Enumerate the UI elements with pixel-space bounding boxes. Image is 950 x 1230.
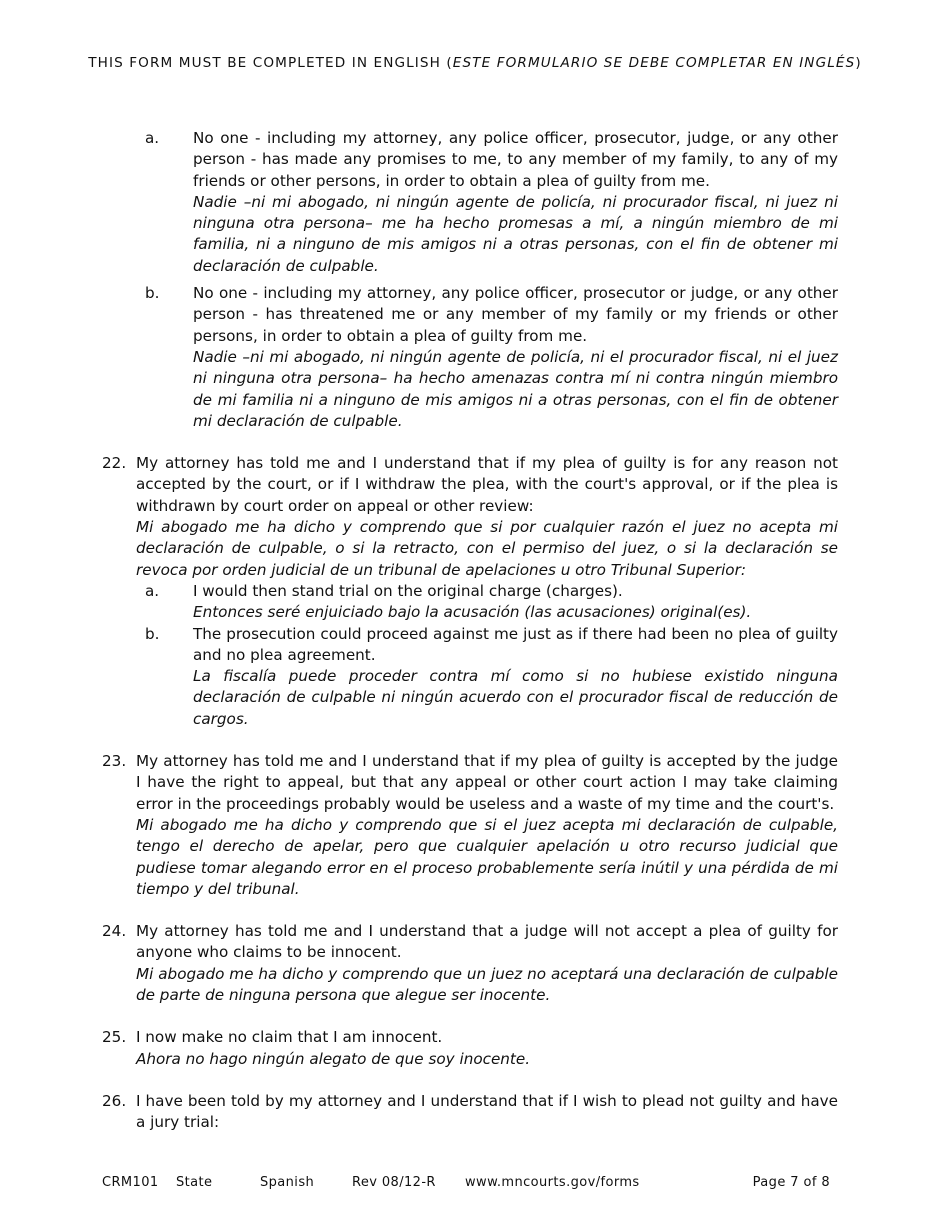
header-spanish: ESTE FORMULARIO SE DEBE COMPLETAR EN INGLÉS — [452, 55, 856, 71]
item-label: b. — [145, 284, 160, 303]
item-text-english: I would then stand trial on the original charge (charges). — [193, 581, 623, 600]
footer-form-type: State — [176, 1175, 213, 1190]
header-close: ) — [855, 55, 862, 71]
list-item-25 — [102, 1027, 838, 1070]
item-label: a. — [145, 581, 160, 600]
footer-language: Spanish — [260, 1175, 315, 1190]
item-text-english: My attorney has told me and I understand that if my plea of guilty is accepted by the judge I have the right to appeal, but that any appeal or other court action I may take claiming error in the proceedings probably would be useless and a waste of my time and the court's. — [136, 752, 838, 813]
list-item-22a — [102, 581, 838, 624]
item-label: b. — [145, 624, 160, 643]
list-item-22b — [102, 624, 838, 730]
item-text-english: No one - including my attorney, any police officer, prosecutor, judge, or any other person - has made any promises to me, to any member of my family, to any of my friends or other persons, in order to obtain a plea of guilty from me. — [193, 129, 838, 190]
list-item-21b — [102, 283, 838, 432]
item-number: 25. — [102, 1028, 127, 1047]
item-text-english: I have been told by my attorney and I understand that if I wish to plead not guilty and have a jury trial: — [136, 1091, 838, 1132]
item-number: 24. — [102, 922, 127, 941]
item-label: a. — [145, 129, 160, 147]
list-item-26 — [102, 1091, 838, 1134]
item-text-english: I now make no claim that I am innocent. — [136, 1028, 443, 1047]
item-text-english: My attorney has told me and I understand that if my plea of guilty is for any reason not accepted by the court, or if I withdraw the plea, with the court's approval, or if the plea is withdrawn by court order on appeal or other review: — [136, 454, 838, 515]
list-item-22 — [102, 453, 838, 581]
form-header — [0, 55, 950, 71]
item-number: 23. — [102, 752, 127, 771]
list-item-23 — [102, 751, 838, 900]
footer-revision: Rev 08/12-R — [352, 1175, 436, 1190]
page-content — [102, 128, 838, 1133]
item-text-spanish: La fiscalía puede proceder contra mí como si no hubiese existido ninguna declaración de culpable ni ningún acuerdo con el procurador fiscal de reducción de cargos. — [193, 667, 838, 728]
item-text-spanish: Ahora no hago ningún alegato de que soy inocente. — [136, 1049, 531, 1068]
footer-page-number: Page 7 of 8 — [752, 1175, 830, 1190]
item-text-spanish: Mi abogado me ha dicho y comprendo que si por cualquier razón el juez no acepta mi declaración de culpable, o si la retracto, con el permiso del juez, o si la declaración se revoca por orden judicial de un tribunal de apelaciones u otro Tribunal Superior: — [136, 518, 838, 579]
header-english: THIS FORM MUST BE COMPLETED IN ENGLISH ( — [88, 55, 453, 71]
list-item-21a — [102, 128, 838, 277]
item-text-english: My attorney has told me and I understand that a judge will not accept a plea of guilty for anyone who claims to be innocent. — [136, 922, 838, 962]
item-text-spanish: Entonces seré enjuiciado bajo la acusación (las acusaciones) original(es). — [193, 603, 752, 622]
item-number: 22. — [102, 454, 127, 473]
footer-form-id: CRM101 — [102, 1175, 159, 1190]
footer-url[interactable]: www.mncourts.gov/forms — [465, 1175, 640, 1190]
list-item-24 — [102, 921, 838, 1006]
item-text-english: No one - including my attorney, any police officer, prosecutor or judge, or any other person - has threatened me or any member of my family or my friends or other persons, in order to obtain a plea of guilty from me. — [193, 284, 838, 345]
item-text-spanish: Nadie –ni mi abogado, ni ningún agente de policía, ni procurador fiscal, ni juez ni ninguna otra persona– me ha hecho promesas a mí, a ningún miembro de mi familia, ni a ninguno de mis amigos ni a otras personas, con el fin de obtener mi declaración de culpable. — [193, 192, 838, 275]
item-text-english: The prosecution could proceed against me just as if there had been no plea of guilty and no plea agreement. — [193, 624, 838, 664]
item-number: 26. — [102, 1091, 127, 1110]
item-text-spanish: Nadie –ni mi abogado, ni ningún agente de policía, ni el procurador fiscal, ni el juez ni ninguna otra persona– ha hecho amenazas contra mí ni contra ningún miembro de mi familia ni a ninguno de mis amigos ni a otras personas, con el fin de obtener mi declaración de culpable. — [193, 347, 838, 430]
item-text-spanish: Mi abogado me ha dicho y comprendo que un juez no aceptará una declaración de culpable de parte de ninguna persona que alegue ser inocente. — [136, 964, 838, 1004]
item-text-spanish: Mi abogado me ha dicho y comprendo que si el juez acepta mi declaración de culpable, tengo el derecho de apelar, pero que cualquier apelación u otro recurso judicial que pudiese tomar alegando error en el proceso probablemente sería inútil y una pérdida de mi tiempo y del tribunal. — [136, 815, 838, 898]
